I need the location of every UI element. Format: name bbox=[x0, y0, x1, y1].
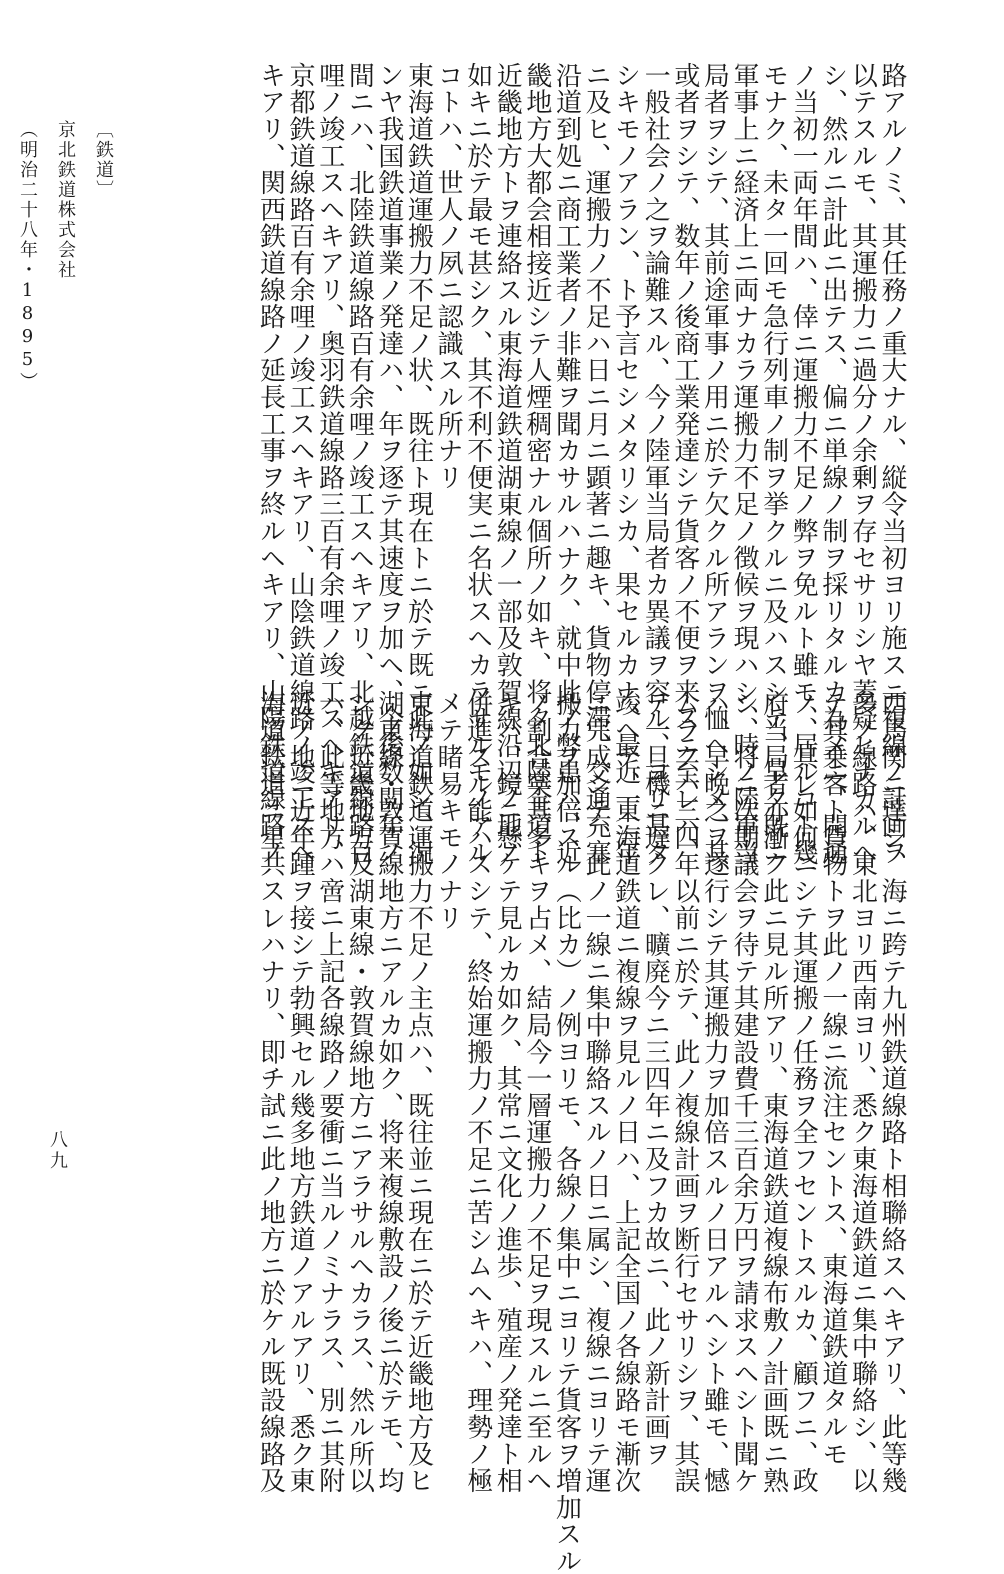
text-column: 府当局者亦漸ク此ニ見ル所アリ、東海道鉄道複線布敷ノ計画既ニ熟 bbox=[758, 690, 789, 1494]
text-column: シ、将ニ次期議会ヲ待テ其建設費千三百余万円ヲ請求スヘシト聞ケ bbox=[729, 690, 760, 1494]
page-number: 八九 bbox=[47, 1130, 68, 1172]
text-column: ニ完成シテ、此ノ一線ニ集中聯絡スルノ日ニ属シ、複線ニヨリテ運 bbox=[581, 690, 612, 1494]
text-column: ニ及ヒ、運搬力ノ不足ハ日ニ月ニ顕著ニ趣キ、貨物停滞、交通充塞 bbox=[581, 62, 612, 866]
text-column: 軍事上ニ経済上ニ両ナカラ運搬力不足ノ徴候ヲ現ハシ、時ノ陸軍当 bbox=[729, 62, 760, 866]
text-column: ノ割合寧其多キヲ占メ、結局今一層運搬力ノ不足ヲ現スルニ至ルヘ bbox=[521, 690, 552, 1494]
text-column: キハ、鏡ニ懸ケテ見ルカ如ク、其常ニ文化ノ進歩、殖産ノ発達ト相 bbox=[492, 690, 523, 1494]
text-column: 哩ノ竣工スヘキアリ、奥羽鉄道線路三百有余哩ノ竣工スヘキアリ、 bbox=[314, 62, 345, 866]
text-column: 近ノ地ニ近年踵ヲ接シテ勃興セル幾多地方鉄道ノアルアリ、悉ク東 bbox=[285, 690, 316, 1494]
text-column: モナク、未タ一回モ急行列車ノ制ヲ挙クルニ及ハスシテ、早ク既ニ bbox=[758, 62, 789, 866]
text-column: 間ニハ、北陸鉄道線路百有余哩ノ竣工スヘキアリ、北越鉄道線路百 bbox=[344, 62, 375, 866]
text-column: 或者ヲシテ、数年ノ後商工業発達シテ貨客ノ不便ヲ来スニ至レハ、 bbox=[669, 62, 700, 866]
text-column: 如キニ於テ最モ甚シク、其不利不便実ニ名状スヘカラサルモノアル bbox=[462, 62, 493, 866]
text-column: 沿道到処ニ商工業者ノ非難ヲ聞カサルハナク、就中此ノ弊患ハ、近 bbox=[551, 62, 582, 866]
text-column: 西馬関ニ達シ、海ニ跨テ九州鉄道線路ト相聯絡スヘキアリ、此等幾 bbox=[877, 690, 907, 1494]
text-column: 竣ヘテ、東海道鉄道ニ複線ヲ見ルノ日ハ、上記全国ノ各線路モ漸次 bbox=[610, 690, 641, 1494]
category-label: 〔鉄道〕 bbox=[93, 120, 114, 200]
publication-date: （明治二十八年・1895） bbox=[17, 120, 38, 392]
text-column: 京都鉄道線路百有余哩ノ竣工スヘキアリ、山陰鉄道線路ノ竣工スヘ bbox=[285, 62, 316, 866]
bottom-text-block bbox=[124, 690, 907, 1574]
text-column: 多ノ線路ハ、東北ヨリ西南ヨリ、悉ク東海道鉄道ニ集中聯絡シ、以 bbox=[847, 690, 878, 1494]
text-column: キアリ、関西鉄道線路ノ延長工事ヲ終ルヘキアリ、山陽鉄道線路ノ bbox=[255, 62, 286, 866]
text-column: 一般社会ノ之ヲ論難スル、今ノ陸軍当局者カ異議ヲ容ル、ヨリ甚タ bbox=[640, 62, 671, 866]
text-column: 搬力ヲ加倍スル（比カ）ノ例ヨリモ、各線ノ集中ニヨリテ貨客ヲ増加スル bbox=[551, 690, 582, 1574]
text-column: ンヤ我国鉄道事業ノ発達ハ、年ヲ逐テ其速度ヲ加ヘ、今後数閲年ノ bbox=[373, 62, 404, 866]
text-column: 以テスルモ、其運搬力ニ過分ノ余剰ヲ存セサリシヤ蓋疑ヒナカルヘ bbox=[847, 62, 878, 866]
text-column: コトハ、世人ノ夙ニ認識スル所ナリ bbox=[433, 62, 464, 491]
text-column: ハ、早晩之ヲ遂行シテ其運搬力ヲ加倍スルノ日アルヘシト雖モ、憾 bbox=[699, 690, 730, 1494]
colophon bbox=[17, 120, 116, 580]
text-column: シ、然ルニ計此ニ出テス、偏ニ単線ノ制ヲ採リタルカ為メニ、開通 bbox=[817, 62, 848, 866]
text-column: 東海道鉄道運搬力不足ノ主点ハ、既往並ニ現在ニ於テ近畿地方及ヒ bbox=[403, 690, 434, 1494]
company-name: 京北鉄道株式会社 bbox=[55, 120, 76, 280]
text-column: メテ睹易キモノナリ bbox=[433, 690, 464, 932]
text-column: シク近畿地方及湖東線・敦賀線地方ニアラサルヘカラス、然ル所以 bbox=[344, 690, 375, 1494]
text-column: ムラクハ三四年以前ニ於テ、此ノ複線計画ヲ断行セサリシヲ、其誤 bbox=[669, 690, 700, 1494]
text-column: 併進スル能ハスシテ、終始運搬力ノ不足ニ苦シムヘキハ、理勢ノ極 bbox=[462, 690, 493, 1494]
text-column: 畿地方大都会相接近シテ人煙稠密ナル個所ノ如キ、将タ北陸全道ト bbox=[521, 62, 552, 866]
text-column: 路アルノミ、其任務ノ重大ナル、縦令当初ヨリ施スニ複線ノ計画ヲ bbox=[877, 62, 907, 866]
text-column: ノ、其レ如何ニシテ其運搬ノ任務ヲ全フセントスルカ、顧フニ、政 bbox=[788, 690, 819, 1494]
text-column: ハ、此等地方ハ啻ニ上記各線路ノ要衝ニ当ルノミナラス、別ニ其附 bbox=[314, 690, 345, 1494]
text-column: テ一旦機ニ遅クレ、曠廃今ニ三四年ニ及フカ故ニ、此ノ新計画ヲ bbox=[640, 690, 671, 1468]
text-column: 海道鉄道ニ星共スレハナリ、即チ試ニ此ノ地方ニ於ケル既設線路及 bbox=[255, 690, 286, 1494]
text-column: テ其乗客ト貨物トヲ此ノ一線ニ流注セントス、東海道鉄道タルモ bbox=[817, 690, 848, 1468]
text-column: 東海道鉄道運搬力不足ノ状、既往ト現在トニ於テ既ニ此ノ如シ、況 bbox=[403, 62, 434, 866]
text-column: シキモノアラン、ト予言セシメタリシカ、果セルカナ、最近一二年 bbox=[610, 62, 641, 866]
text-column: 近畿地方トヲ連絡スル東海道鉄道湖東線ノ一部及敦賀線沿辺ノ地ノ bbox=[492, 62, 523, 866]
text-column: 湖東線・敦賀線地方ニアルカ如ク、将来複線敷設ノ後ニ於テモ、均 bbox=[373, 690, 404, 1494]
text-column: 局者ヲシテ、其前途軍事ノ用ニ於テ欠クル所アランヲ恤ヘシメ、其 bbox=[699, 62, 730, 866]
text-column: ノ当初一両年間ハ、倖ニ運搬力不足ノ弊ヲ免ルト雖モ、居ルコト幾 bbox=[788, 62, 819, 866]
